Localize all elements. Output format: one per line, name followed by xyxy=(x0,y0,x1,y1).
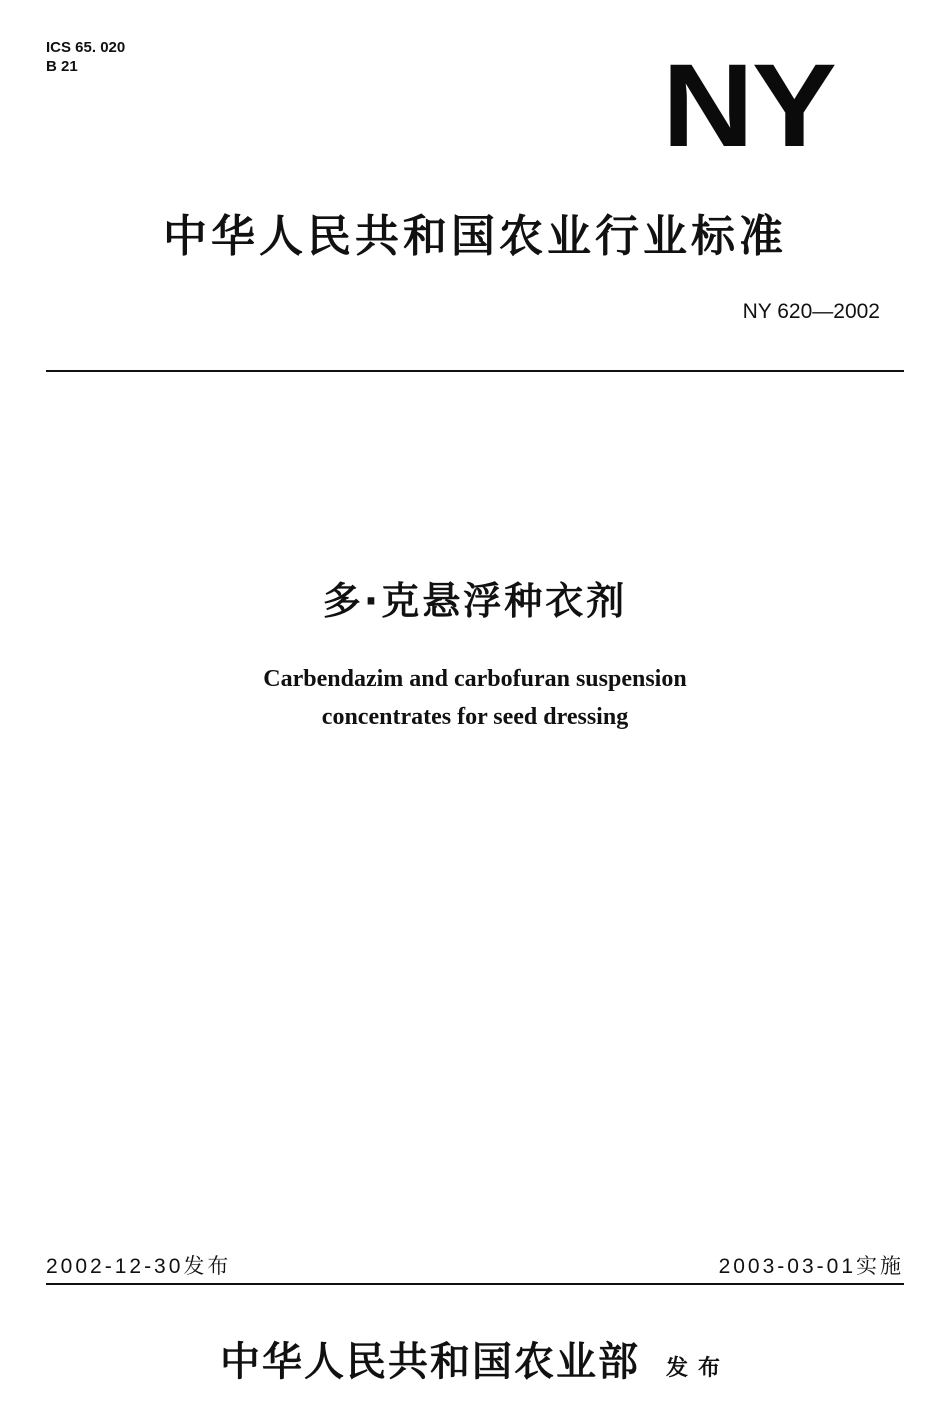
publisher-organization: 中华人民共和国农业部 xyxy=(219,1338,640,1385)
document-title-cn: 多·克悬浮种衣剂 xyxy=(322,579,628,623)
classification-codes xyxy=(46,38,125,76)
bottom-divider xyxy=(46,1283,904,1285)
document-title-en xyxy=(0,660,950,736)
published-label: 发布 xyxy=(665,1355,730,1381)
top-divider xyxy=(46,370,904,372)
issue-date: 2002-12-30发布 xyxy=(46,1255,232,1278)
issuer-title: 中华人民共和国农业行业标准 xyxy=(163,211,787,262)
class-code: B 21 xyxy=(46,58,78,75)
ny-logo: NY xyxy=(662,40,835,172)
publisher-footer xyxy=(0,1330,950,1387)
title-en-line-2: concentrates for seed dressing xyxy=(321,704,629,730)
title-en-line-1: Carbendazim and carbofuran suspension xyxy=(263,666,687,692)
implementation-date: 2003-03-01实施 xyxy=(718,1255,904,1278)
ics-code: ICS 65. 020 xyxy=(46,39,126,56)
standard-number: NY 620—2002 xyxy=(742,300,880,323)
